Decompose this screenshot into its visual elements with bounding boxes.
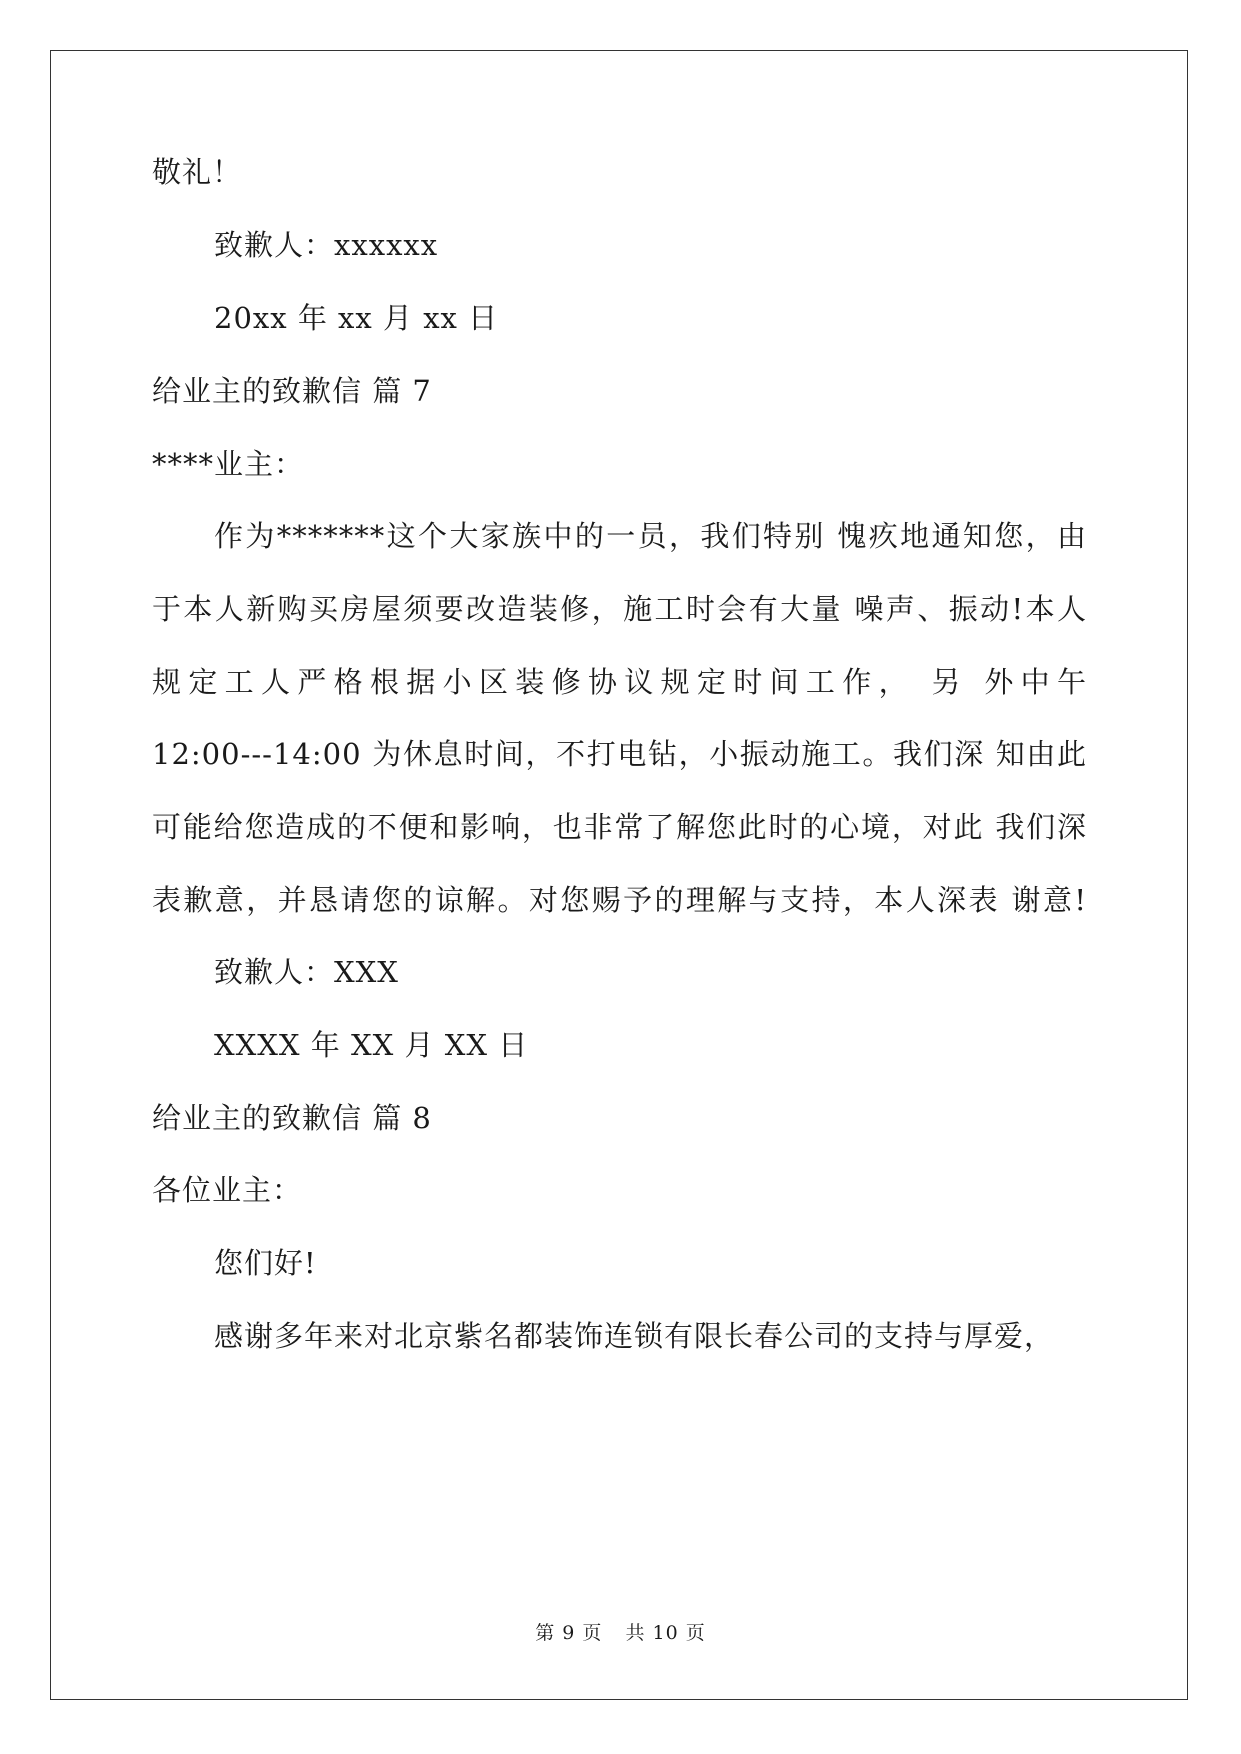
date-line: XXXX 年 XX 月 XX 日 [214, 1028, 529, 1062]
paragraph-line: 可能给您造成的不便和影响，也非常了解您此时的心境，对此 我们深 [152, 810, 1087, 844]
signer-line: 致歉人：xxxxxx [214, 228, 439, 262]
page-footer [0, 1618, 1241, 1645]
paragraph-line: 于本人新购买房屋须要改造装修，施工时会有大量 噪声、振动!本人 [152, 592, 1087, 626]
page-number-total: 共 10 页 [625, 1622, 706, 1644]
closing-salutation: 敬礼！ [152, 155, 243, 189]
section-heading: 给业主的致歉信 篇 7 [152, 374, 432, 408]
greeting-line: 您们好! [214, 1246, 317, 1280]
paragraph-line: 作为*******这个大家族中的一员，我们特别 愧疚地通知您，由 [214, 519, 1087, 553]
section-heading: 给业主的致歉信 篇 8 [152, 1101, 432, 1135]
page-number-current: 第 9 页 [535, 1622, 603, 1644]
paragraph-line: 规定工人严格根据小区装修协议规定时间工作， 另 外中午 [152, 665, 1087, 699]
date-line: 20xx 年 xx 月 xx 日 [214, 301, 499, 335]
recipient-line: 各位业主： [152, 1173, 303, 1207]
recipient-line: ****业主： [152, 447, 305, 481]
signer-line: 致歉人：XXX [214, 955, 399, 989]
paragraph-line: 12:00---14:00 为休息时间，不打电钻，小振动施工。我们深 知由此 [152, 737, 1087, 771]
paragraph-line: 表歉意，并恳请您的谅解。对您赐予的理解与支持，本人深表 谢意! [152, 883, 1087, 917]
paragraph-line: 感谢多年来对北京紫名都装饰连锁有限长春公司的支持与厚爱， [214, 1319, 1055, 1353]
